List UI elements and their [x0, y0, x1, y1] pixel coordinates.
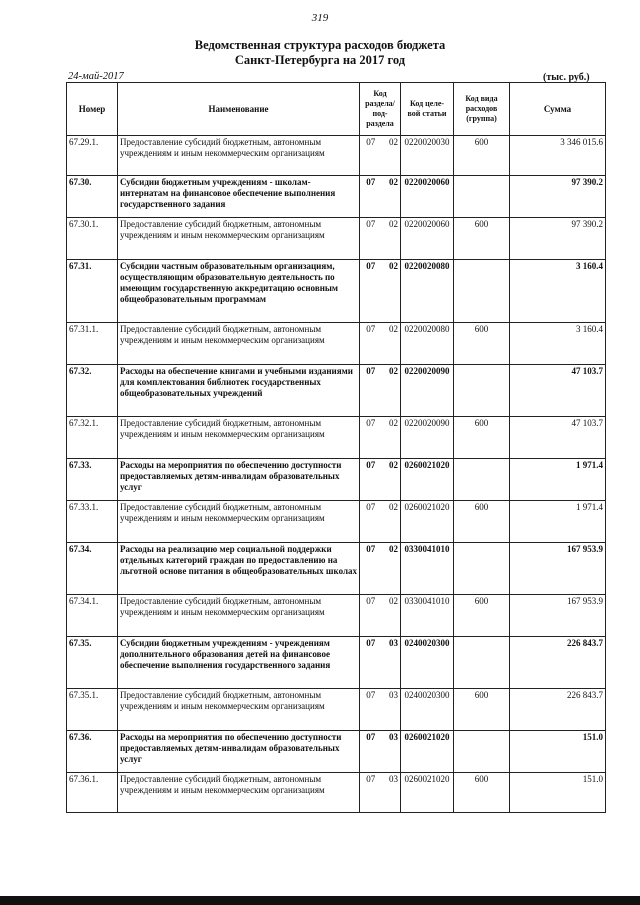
- row-number: 67.33.: [67, 459, 118, 501]
- row-sum: 3 160.4: [510, 260, 606, 323]
- row-subsection: 02: [380, 260, 401, 323]
- row-name: Предоставление субсидий бюджетным, автономным учреждениям и иным некоммерческим организациям: [118, 773, 360, 813]
- table-row: [67, 689, 606, 731]
- row-expense-type: [454, 176, 510, 218]
- row-article-code: 0220020060: [401, 218, 454, 260]
- row-expense-type: [454, 637, 510, 689]
- row-article-code: 0240020300: [401, 637, 454, 689]
- row-subsection: 02: [380, 459, 401, 501]
- row-article-code: 0220020080: [401, 260, 454, 323]
- row-name: Предоставление субсидий бюджетным, автономным учреждениям и иным некоммерческим организациям: [118, 136, 360, 176]
- header-expense-type: Код вида расходов (группа): [454, 83, 510, 136]
- row-article-code: 0330041010: [401, 595, 454, 637]
- row-article-code: 0220020030: [401, 136, 454, 176]
- row-section: 07: [360, 136, 380, 176]
- row-expense-type: 600: [454, 501, 510, 543]
- table-row: [67, 323, 606, 365]
- row-name: Предоставление субсидий бюджетным, автономным учреждениям и иным некоммерческим организациям: [118, 218, 360, 260]
- header-sum: Сумма: [510, 83, 606, 136]
- row-sum: 226 843.7: [510, 689, 606, 731]
- row-number: 67.30.: [67, 176, 118, 218]
- row-expense-type: 600: [454, 218, 510, 260]
- row-number: 67.33.1.: [67, 501, 118, 543]
- row-expense-type: [454, 260, 510, 323]
- row-name: Предоставление субсидий бюджетным, автономным учреждениям и иным некоммерческим организациям: [118, 417, 360, 459]
- row-section: 07: [360, 260, 380, 323]
- row-subsection: 02: [380, 323, 401, 365]
- row-subsection: 02: [380, 543, 401, 595]
- table-row: [67, 459, 606, 501]
- row-subsection: 02: [380, 365, 401, 417]
- row-number: 67.36.1.: [67, 773, 118, 813]
- row-sum: 151.0: [510, 773, 606, 813]
- document-date: 24-май-2017: [68, 71, 124, 82]
- row-name: Расходы на реализацию мер социальной поддержки отдельных категорий граждан по предоставлению на льготной основе питания в общеобразовательных школах: [118, 543, 360, 595]
- row-name: Субсидии частным образовательным организациям, осуществляющим образовательную деятельность по имеющим государственную аккредитацию основным общеобразовательным программам: [118, 260, 360, 323]
- row-expense-type: 600: [454, 595, 510, 637]
- row-name: Предоставление субсидий бюджетным, автономным учреждениям и иным некоммерческим организациям: [118, 689, 360, 731]
- row-article-code: 0240020300: [401, 689, 454, 731]
- scan-bottom-edge: [0, 896, 640, 905]
- row-expense-type: [454, 731, 510, 773]
- row-name: Расходы на мероприятия по обеспечению доступности предоставляемых детям-инвалидам образовательных услуг: [118, 731, 360, 773]
- row-sum: 167 953.9: [510, 543, 606, 595]
- row-section: 07: [360, 501, 380, 543]
- document-title: [0, 38, 640, 68]
- budget-table: [66, 82, 606, 813]
- row-expense-type: 600: [454, 689, 510, 731]
- table-row: [67, 218, 606, 260]
- row-name: Расходы на мероприятия по обеспечению доступности предоставляемых детям-инвалидам образовательных услуг: [118, 459, 360, 501]
- table-row: [67, 136, 606, 176]
- table-row: [67, 595, 606, 637]
- table-row: [67, 501, 606, 543]
- row-number: 67.32.1.: [67, 417, 118, 459]
- row-number: 67.34.: [67, 543, 118, 595]
- row-sum: 1 971.4: [510, 501, 606, 543]
- row-subsection: 02: [380, 595, 401, 637]
- row-expense-type: [454, 543, 510, 595]
- row-sum: 97 390.2: [510, 176, 606, 218]
- row-name: Субсидии бюджетным учреждениям - учреждениям дополнительного образования детей на финансовое обеспечение выполнения государственного задания: [118, 637, 360, 689]
- row-number: 67.36.: [67, 731, 118, 773]
- row-name: Предоставление субсидий бюджетным, автономным учреждениям и иным некоммерческим организациям: [118, 501, 360, 543]
- row-number: 67.31.1.: [67, 323, 118, 365]
- row-expense-type: 600: [454, 323, 510, 365]
- row-subsection: 03: [380, 773, 401, 813]
- row-section: 07: [360, 731, 380, 773]
- row-sum: 47 103.7: [510, 365, 606, 417]
- row-subsection: 02: [380, 136, 401, 176]
- row-sum: 47 103.7: [510, 417, 606, 459]
- table-row: [67, 637, 606, 689]
- row-article-code: 0220020080: [401, 323, 454, 365]
- row-sum: 1 971.4: [510, 459, 606, 501]
- page-number: 319: [311, 12, 329, 24]
- table-row: [67, 260, 606, 323]
- row-expense-type: 600: [454, 136, 510, 176]
- row-name: Предоставление субсидий бюджетным, автономным учреждениям и иным некоммерческим организациям: [118, 595, 360, 637]
- row-section: 07: [360, 543, 380, 595]
- row-number: 67.31.: [67, 260, 118, 323]
- table-row: [67, 731, 606, 773]
- row-expense-type: 600: [454, 773, 510, 813]
- row-number: 67.30.1.: [67, 218, 118, 260]
- row-section: 07: [360, 417, 380, 459]
- row-number: 67.35.: [67, 637, 118, 689]
- row-name: Предоставление субсидий бюджетным, автономным учреждениям и иным некоммерческим организациям: [118, 323, 360, 365]
- table-header-row: [67, 83, 606, 136]
- title-line-2: Санкт-Петербурга на 2017 год: [234, 53, 406, 67]
- row-subsection: 02: [380, 501, 401, 543]
- row-article-code: 0260021020: [401, 773, 454, 813]
- row-expense-type: [454, 459, 510, 501]
- header-name: Наименование: [118, 83, 360, 136]
- table-row: [67, 543, 606, 595]
- header-article-code: Код целе- вой статьи: [401, 83, 454, 136]
- row-number: 67.29.1.: [67, 136, 118, 176]
- table-row: [67, 176, 606, 218]
- row-section: 07: [360, 365, 380, 417]
- row-subsection: 03: [380, 731, 401, 773]
- row-sum: 167 953.9: [510, 595, 606, 637]
- row-number: 67.35.1.: [67, 689, 118, 731]
- header-section-code: Код раздела/ под- раздела: [360, 83, 401, 136]
- row-sum: 97 390.2: [510, 218, 606, 260]
- row-section: 07: [360, 218, 380, 260]
- row-section: 07: [360, 459, 380, 501]
- row-section: 07: [360, 323, 380, 365]
- table-row: [67, 773, 606, 813]
- row-section: 07: [360, 773, 380, 813]
- row-sum: 151.0: [510, 731, 606, 773]
- row-article-code: 0260021020: [401, 501, 454, 543]
- row-sum: 3 160.4: [510, 323, 606, 365]
- row-section: 07: [360, 637, 380, 689]
- row-article-code: 0220020060: [401, 176, 454, 218]
- row-section: 07: [360, 595, 380, 637]
- row-article-code: 0220020090: [401, 365, 454, 417]
- row-expense-type: 600: [454, 417, 510, 459]
- row-sum: 226 843.7: [510, 637, 606, 689]
- header-number: Номер: [67, 83, 118, 136]
- table-row: [67, 417, 606, 459]
- row-section: 07: [360, 176, 380, 218]
- row-sum: 3 346 015.6: [510, 136, 606, 176]
- row-name: Субсидии бюджетным учреждениям - школам-интернатам на финансовое обеспечение выполнения государственного задания: [118, 176, 360, 218]
- row-subsection: 03: [380, 689, 401, 731]
- table-row: [67, 365, 606, 417]
- row-number: 67.32.: [67, 365, 118, 417]
- row-section: 07: [360, 689, 380, 731]
- row-subsection: 03: [380, 637, 401, 689]
- row-article-code: 0330041010: [401, 543, 454, 595]
- title-line-1: Ведомственная структура расходов бюджета: [194, 38, 446, 52]
- row-subsection: 02: [380, 218, 401, 260]
- row-article-code: 0260021020: [401, 459, 454, 501]
- row-subsection: 02: [380, 176, 401, 218]
- row-article-code: 0220020090: [401, 417, 454, 459]
- row-article-code: 0260021020: [401, 731, 454, 773]
- row-expense-type: [454, 365, 510, 417]
- row-name: Расходы на обеспечение книгами и учебными изданиями для комплектования библиотек государственных общеобразовательных учреждений: [118, 365, 360, 417]
- units-label: (тыс. руб.): [543, 72, 590, 83]
- row-subsection: 02: [380, 417, 401, 459]
- row-number: 67.34.1.: [67, 595, 118, 637]
